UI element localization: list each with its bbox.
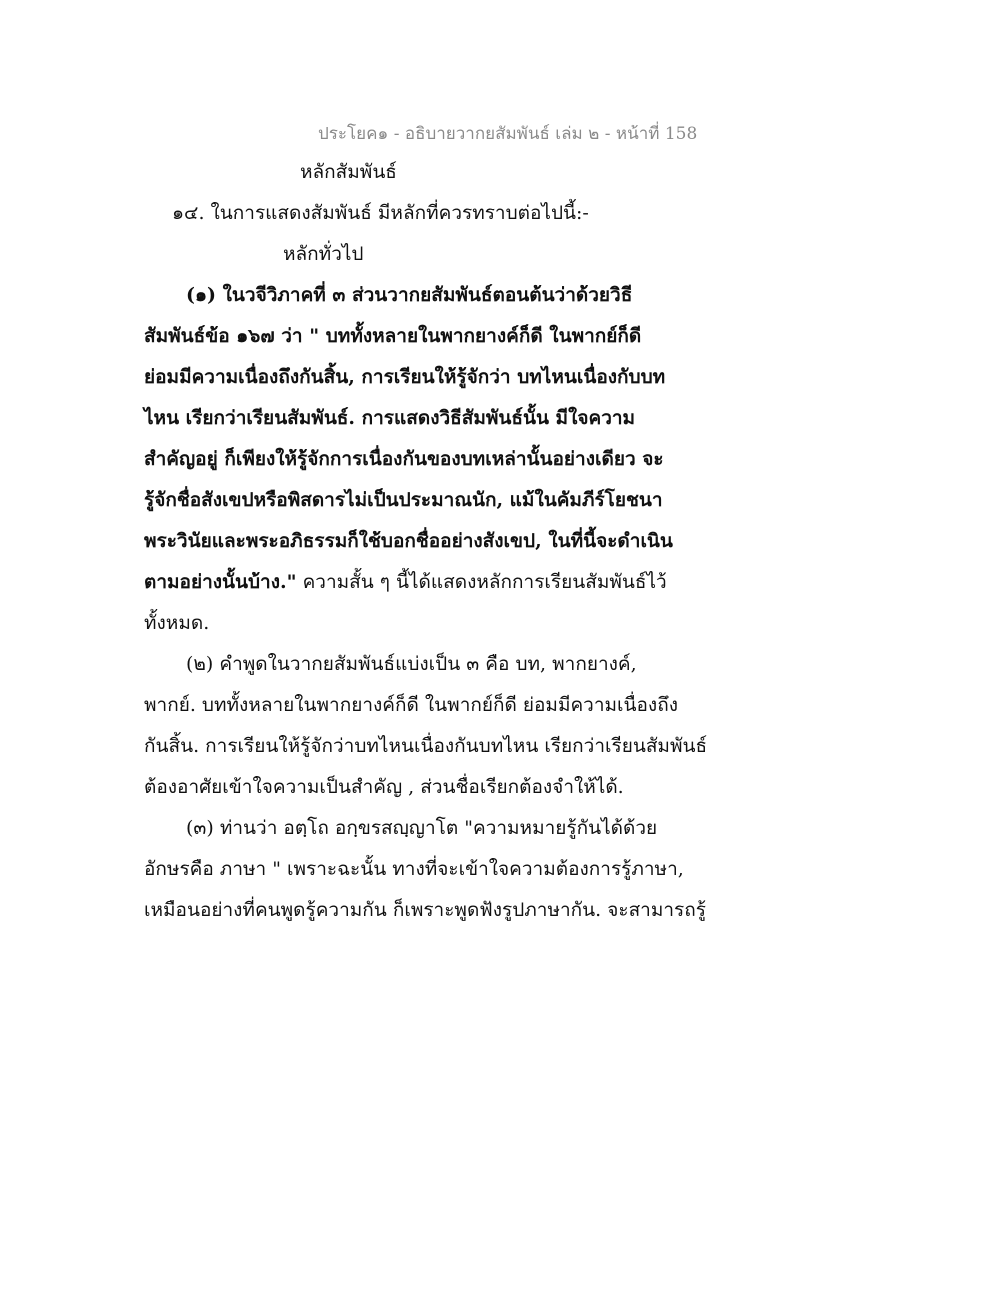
p2-line: ต้องอาศัยเข้าใจความเป็นสำคัญ , ส่วนชื่อเรียกต้องจำให้ได้. <box>144 776 624 798</box>
p1-line: ไหน เรียกว่าเรียนสัมพันธ์. การแสดงวิธีสัมพันธ์นั้น มีใจความ <box>144 407 636 429</box>
p1-line: (๑) ในวจีวิภาคที่ ๓ ส่วนวากยสัมพันธ์ตอนต้นว่าด้วยวิธี <box>186 284 633 306</box>
p1-line: สำคัญอยู่ ก็เพียงให้รู้จักการเนื่องกันของบทเหล่านั้นอย่างเดียว จะ <box>144 448 664 470</box>
paragraph-14: ๑๔. ในการแสดงสัมพันธ์ มีหลักที่ควรทราบต่อไปนี้:- <box>172 202 589 224</box>
p3-line: อักษรคือ ภาษา " เพราะฉะนั้น ทางที่จะเข้าใจความต้องการรู้ภาษา, <box>144 858 684 880</box>
page-header: ประโยค๑ - อธิบายวากยสัมพันธ์ เล่ม ๒ - หน้าที่ 158 <box>318 124 698 144</box>
p2-line: กันสิ้น. การเรียนให้รู้จักว่าบทไหนเนื่องกันบทไหน เรียกว่าเรียนสัมพันธ์ <box>144 735 708 757</box>
p2-line: (๒) คำพูดในวากยสัมพันธ์แบ่งเป็น ๓ คือ บท, พากยางค์, <box>186 653 637 675</box>
p1-end-line: ทั้งหมด. <box>144 612 210 634</box>
p1-last-line <box>144 573 667 592</box>
p3-line: (๓) ท่านว่า อตฺโถ อกฺขรสญฺญาโต "ความหมายรู้กันได้ด้วย <box>186 817 658 839</box>
p1-line: ย่อมมีความเนื่องถึงกันสิ้น, การเรียนให้รู้จักว่า บทไหนเนื่องกับบท <box>144 366 666 388</box>
section-heading: หลักสัมพันธ์ <box>300 161 397 183</box>
subheading-general-principles: หลักทั่วไป <box>283 243 364 265</box>
p1-line: สัมพันธ์ข้อ ๑๖๗ ว่า " บททั้งหลายในพากยางค์ก็ดี ในพากย์ก็ดี <box>144 325 642 347</box>
p1-line: รู้จักชื่อสังเขปหรือพิสดารไม่เป็นประมาณนัก, แม้ในคัมภีร์โยชนา <box>144 489 663 511</box>
p1-last-bold-text: ตามอย่างนั้นบ้าง." <box>144 571 297 593</box>
p1-last-normal-text: ความสั้น ๆ นี้ได้แสดงหลักการเรียนสัมพันธ์ไว้ <box>296 571 667 593</box>
p1-line: พระวินัยและพระอภิธรรมก็ใช้บอกชื่ออย่างสังเขป, ในที่นี้จะดำเนิน <box>144 530 673 552</box>
p2-line: พากย์. บททั้งหลายในพากยางค์ก็ดี ในพากย์ก็ดี ย่อมมีความเนื่องถึง <box>144 694 678 716</box>
p3-line: เหมือนอย่างที่คนพูดรู้ความกัน ก็เพราะพูดฟังรูปภาษากัน. จะสามารถรู้ <box>144 899 706 921</box>
